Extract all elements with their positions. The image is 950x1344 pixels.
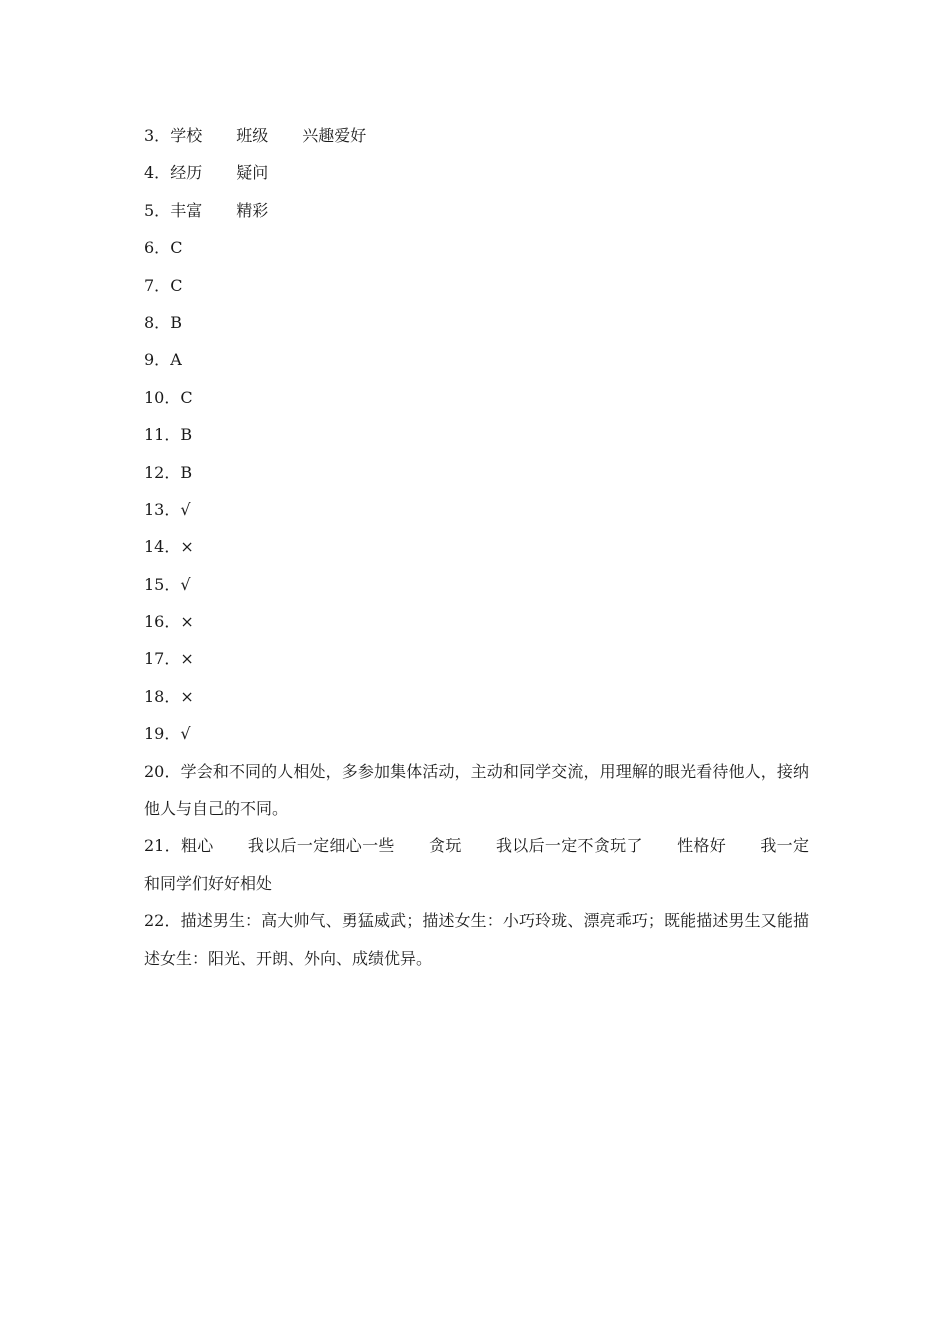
answer-15 bbox=[144, 566, 809, 603]
answer-number: 21． bbox=[144, 836, 181, 856]
answer-number: 17． bbox=[144, 649, 181, 669]
answer-choice: A bbox=[170, 350, 182, 370]
answer-blank-2: 疑问 bbox=[236, 163, 269, 183]
answer-number: 11． bbox=[144, 425, 181, 445]
check-mark: √ bbox=[180, 574, 191, 594]
answer-number: 20． bbox=[144, 761, 181, 781]
answer-number: 8． bbox=[144, 312, 171, 332]
answer-blank-3: 兴趣爱好 bbox=[302, 126, 367, 145]
cross-mark: × bbox=[180, 649, 194, 669]
answer-number: 3． bbox=[144, 126, 171, 145]
answer-number: 16． bbox=[144, 612, 181, 632]
answer-blank-5: 性格好 bbox=[676, 836, 727, 856]
answer-choice: C bbox=[170, 275, 183, 295]
answer-blank-1: 学校 bbox=[170, 126, 203, 145]
answer-choice: B bbox=[180, 425, 193, 445]
answer-choice: C bbox=[170, 238, 183, 258]
answer-20 bbox=[144, 753, 809, 828]
answer-blank-3: 贪玩 bbox=[428, 836, 462, 856]
answer-blank-4: 我以后一定不贪玩了 bbox=[495, 836, 643, 856]
answer-11 bbox=[144, 416, 809, 453]
answer-number: 19． bbox=[144, 724, 181, 744]
cross-mark: × bbox=[180, 612, 194, 632]
answer-text: 描述男生：高大帅气、勇猛威武；描述女生：小巧玲珑、漂亮乖巧；既能描述男生又能描述女生：阳光、开朗、外向、成绩优异。 bbox=[144, 911, 809, 968]
answer-18 bbox=[144, 678, 809, 715]
answer-number: 13． bbox=[144, 499, 181, 519]
answer-5 bbox=[144, 192, 809, 229]
answer-number: 14． bbox=[144, 537, 181, 557]
answer-number: 10． bbox=[144, 387, 181, 407]
answer-6 bbox=[144, 229, 809, 266]
check-mark: √ bbox=[180, 724, 191, 744]
answer-blank-1: 粗心 bbox=[180, 836, 214, 856]
answer-choice: C bbox=[180, 387, 193, 407]
answer-19 bbox=[144, 715, 809, 752]
answer-7 bbox=[144, 267, 809, 304]
answer-blank-2: 精彩 bbox=[236, 200, 269, 220]
answer-number: 5． bbox=[144, 200, 171, 220]
answer-22 bbox=[144, 902, 809, 977]
answer-number: 9． bbox=[144, 350, 171, 370]
answer-4 bbox=[144, 154, 809, 191]
answer-choice: B bbox=[170, 312, 182, 332]
answer-8 bbox=[144, 304, 809, 341]
answer-3 bbox=[144, 117, 809, 154]
answer-number: 12． bbox=[144, 462, 181, 482]
answer-number: 18． bbox=[144, 686, 181, 706]
answer-14 bbox=[144, 528, 809, 565]
cross-mark: × bbox=[180, 537, 194, 557]
answer-17 bbox=[144, 640, 809, 677]
answer-blank-1: 丰富 bbox=[170, 200, 203, 220]
answer-16 bbox=[144, 603, 809, 640]
answer-blank-2: 班级 bbox=[236, 126, 269, 145]
check-mark: √ bbox=[180, 499, 191, 519]
answer-number: 6． bbox=[144, 238, 171, 258]
answer-12 bbox=[144, 454, 809, 491]
answer-number: 22． bbox=[144, 911, 181, 931]
answer-13 bbox=[144, 491, 809, 528]
answer-10 bbox=[144, 379, 809, 416]
answer-number: 15． bbox=[144, 574, 181, 594]
answer-text: 学会和不同的人相处，多参加集体活动，主动和同学交流，用理解的眼光看待他人，接纳他人与自己的不同。 bbox=[144, 761, 809, 819]
answer-number: 7． bbox=[144, 275, 171, 295]
answer-number: 4． bbox=[144, 163, 171, 183]
answer-blank-1: 经历 bbox=[170, 163, 203, 183]
answer-21 bbox=[144, 827, 809, 902]
answer-list bbox=[144, 117, 809, 977]
answer-9 bbox=[144, 341, 809, 378]
answer-choice: B bbox=[180, 462, 193, 482]
cross-mark: × bbox=[180, 686, 194, 706]
answer-blank-2: 我以后一定细心一些 bbox=[247, 836, 395, 856]
answer-blank-6: 我一定和同学们好好相处 bbox=[144, 836, 809, 893]
